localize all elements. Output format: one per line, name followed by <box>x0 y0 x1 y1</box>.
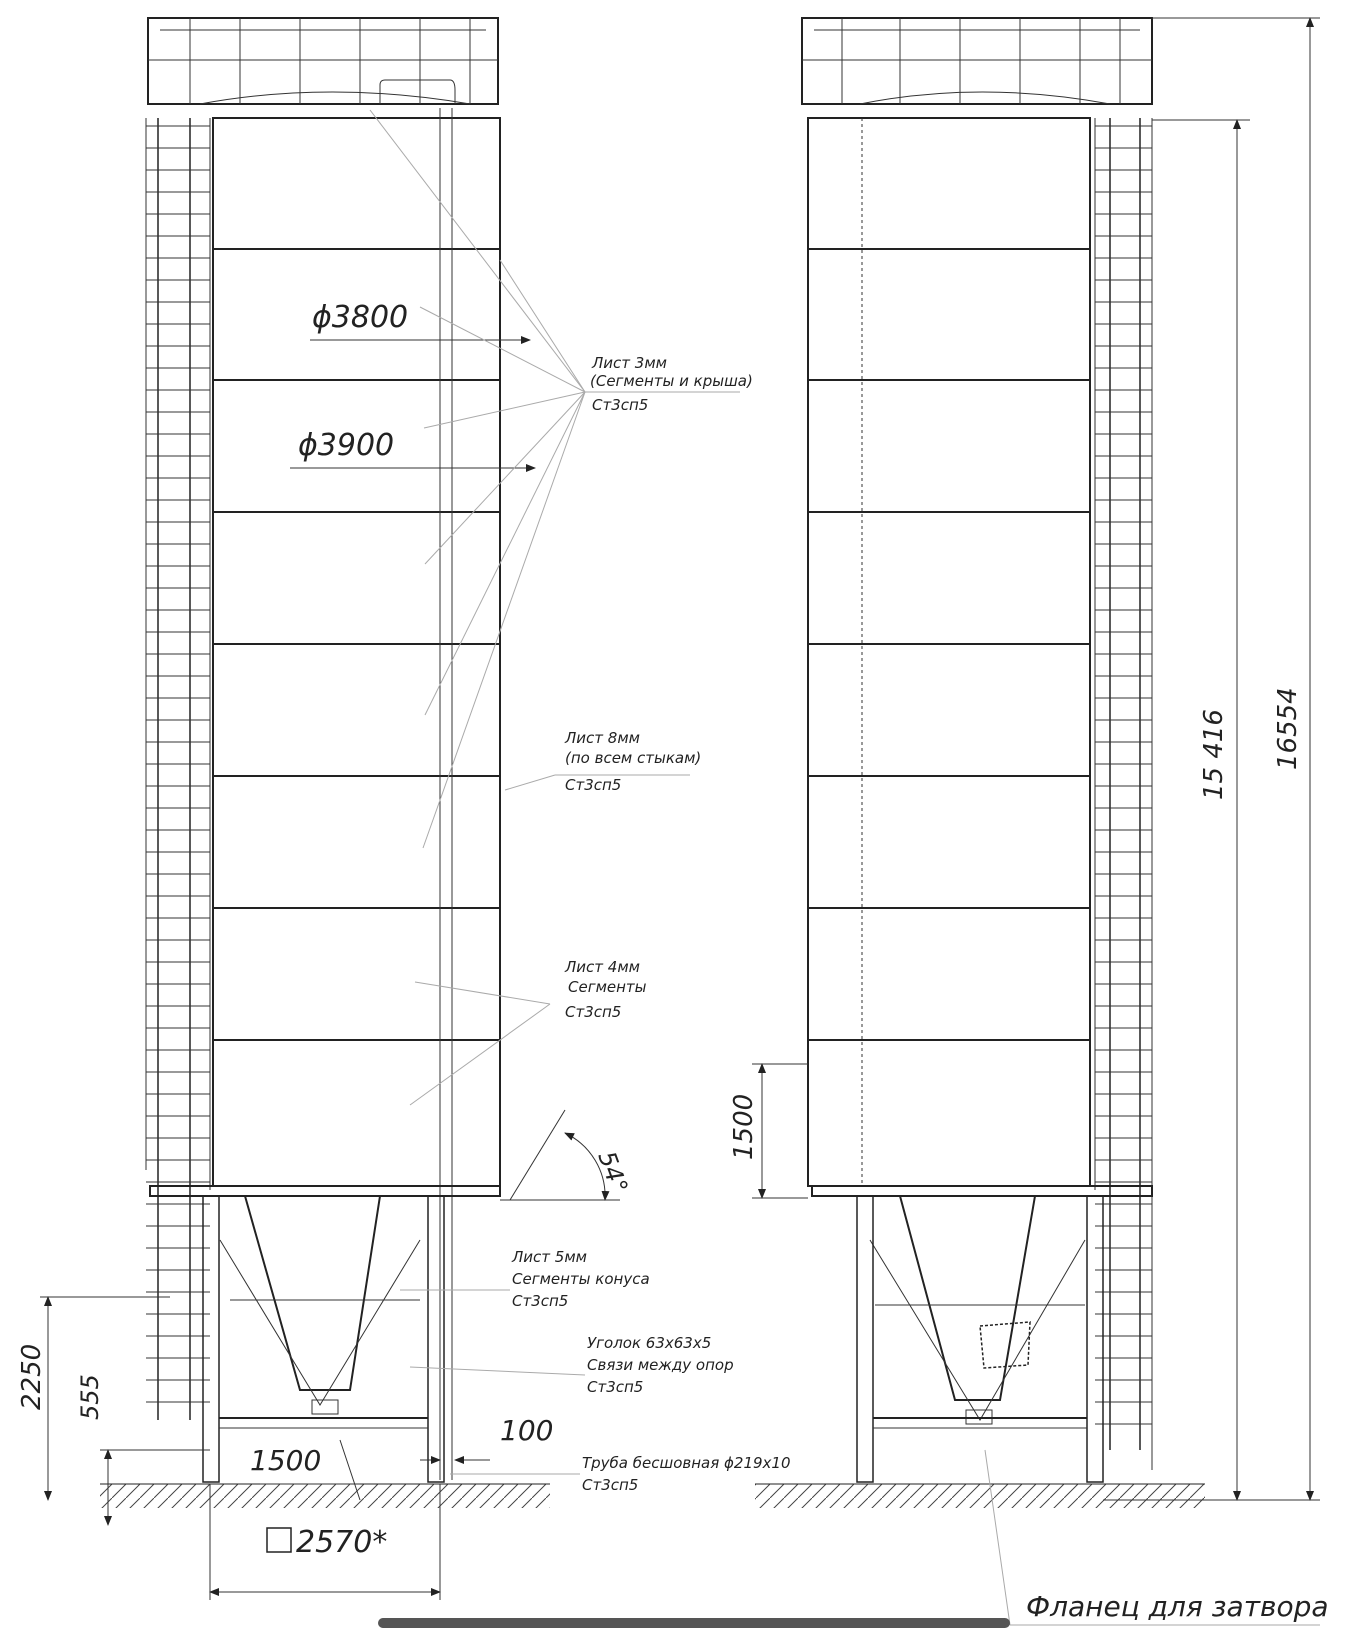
dim-angle: 54° <box>592 1147 634 1198</box>
left-cone <box>220 1196 420 1414</box>
home-indicator <box>378 1618 1010 1628</box>
left-silo-view <box>100 18 550 1508</box>
note-sheet3-line3: Ст3сп5 <box>592 396 649 414</box>
right-base-platform <box>812 1186 1152 1196</box>
right-shell <box>808 118 1090 1186</box>
left-top-railing <box>148 18 498 104</box>
note-sheet3-line1: Лист 3мм <box>592 354 667 372</box>
dim-cone-height: 2250 <box>17 1343 47 1410</box>
note-sheet5-line1: Лист 5мм <box>512 1248 587 1266</box>
leaders <box>370 110 1320 1625</box>
dim-base-square: 2570* <box>296 1525 388 1560</box>
left-ground-hatch <box>100 1484 550 1508</box>
dim-gap: 100 <box>500 1414 554 1447</box>
left-base-platform <box>150 1186 500 1196</box>
note-flange: Фланец для затвора <box>1026 1590 1329 1623</box>
dim-cone-low: 555 <box>76 1374 104 1420</box>
note-sheet8-line1: Лист 8мм <box>565 729 640 747</box>
note-sheet4-line2: Сегменты <box>568 978 647 996</box>
right-ring-seams <box>808 249 1090 1040</box>
left-ladder <box>146 118 210 1420</box>
right-support-legs <box>857 1196 1103 1482</box>
note-sheet5-line2: Сегменты конуса <box>512 1270 650 1288</box>
dim-total-height: 16554 <box>1273 687 1303 770</box>
dim-diameter-body: ϕ3900 <box>298 428 395 463</box>
note-sheet5-line3: Ст3сп5 <box>512 1292 569 1310</box>
flange-hatch <box>980 1322 1030 1368</box>
right-silo-view <box>755 18 1205 1508</box>
note-sheet3-line2: (Сегменты и крыша) <box>590 372 753 390</box>
note-angle-line2: Связи между опор <box>587 1356 734 1374</box>
right-ground-hatch <box>755 1484 1205 1508</box>
dim-body-height: 15 416 <box>1199 709 1229 800</box>
note-pipe-line1: Труба бесшовная ϕ219х10 <box>582 1454 791 1472</box>
dim-diameter-top: ϕ3800 <box>312 300 409 335</box>
dim-segment: 1500 <box>729 1093 759 1160</box>
left-support-legs <box>203 1196 444 1482</box>
note-sheet8-line3: Ст3сп5 <box>565 776 622 794</box>
left-ring-seams <box>213 249 500 1040</box>
left-shell <box>213 118 500 1186</box>
dim-leg-spacing: 1500 <box>250 1444 322 1477</box>
right-cone <box>870 1196 1085 1424</box>
note-sheet8-line2: (по всем стыкам) <box>565 749 702 767</box>
note-sheet4-line1: Лист 4мм <box>565 958 640 976</box>
note-angle-line1: Уголок 63х63х5 <box>587 1334 712 1352</box>
right-top-railing <box>802 18 1152 104</box>
note-sheet4-line3: Ст3сп5 <box>565 1003 622 1021</box>
note-pipe-line2: Ст3сп5 <box>582 1476 639 1494</box>
note-angle-line3: Ст3сп5 <box>587 1378 644 1396</box>
